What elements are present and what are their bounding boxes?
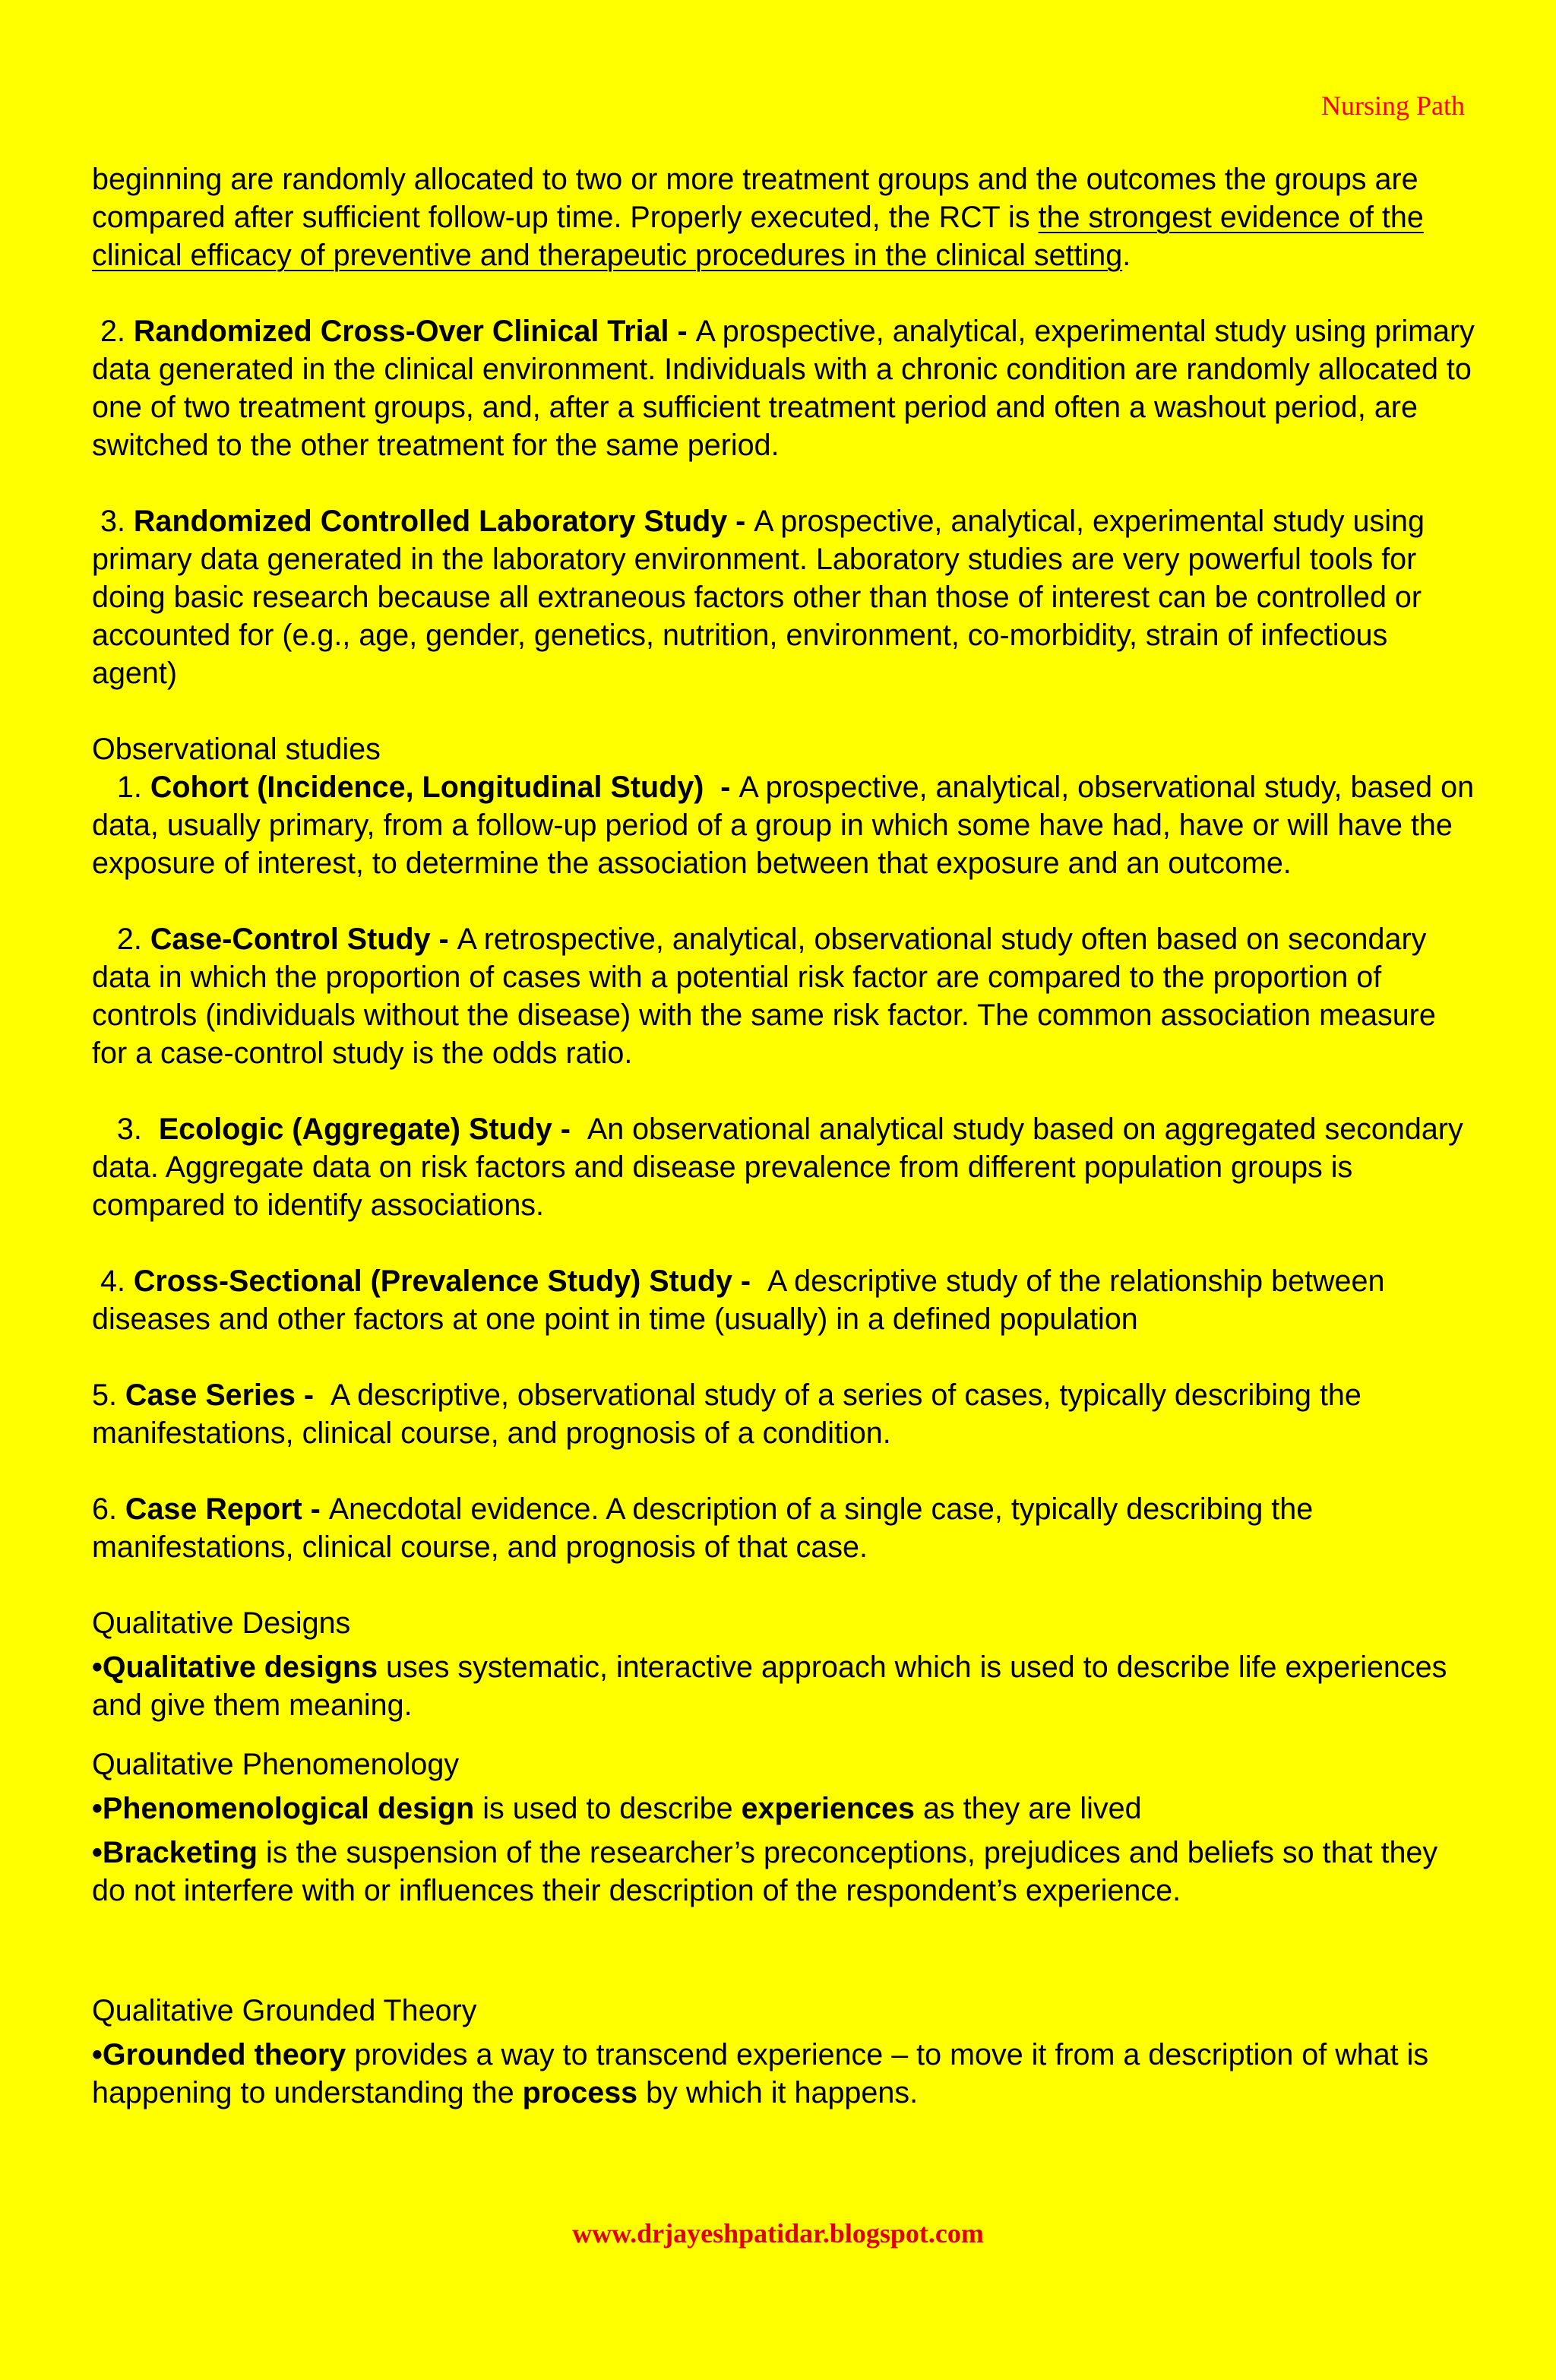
item-number: 3. — [92, 505, 134, 538]
observational-item — [92, 920, 1475, 1072]
bullet-text-end: by which it happens. — [637, 2076, 919, 2109]
item-description: A retrospective, analytical, observational study often based on secondary data in which the proportion of cases with a potential risk factor are compared to the proportion of controls (individuals without the disease) with the same risk factor. The common association measure for a case-control study is the odds ratio. — [92, 923, 1436, 1070]
item-number: 3. — [92, 1112, 159, 1146]
observational-item — [92, 1110, 1475, 1224]
bullet-item — [92, 1648, 1475, 1724]
item-term: Cohort (Incidence, Longitudinal Study) - — [150, 771, 739, 804]
bullet-item — [92, 2036, 1475, 2112]
bullet-text-end: as they are lived — [914, 1792, 1142, 1825]
bullet-text: is used to describe — [474, 1792, 742, 1825]
item-description: A descriptive study of the relationship between diseases and other factors at one point in time (usually) in a defined population — [92, 1264, 1385, 1336]
section-heading: Observational studies — [92, 733, 381, 766]
intro-text: beginning are randomly allocated to two or more treatment groups and the outcomes the groups are compared after sufficient follow-up time. Properly executed, the RCT is — [92, 163, 1418, 234]
item-number: 4. — [92, 1264, 134, 1298]
item-number: 2. — [92, 315, 134, 348]
item-description: Anecdotal evidence. A description of a single case, typically describing the manifestations, clinical course, and prognosis of that case. — [92, 1492, 1314, 1564]
observational-item — [92, 1376, 1475, 1452]
bullet-description: is the suspension of the researcher’s preconceptions, prejudices and beliefs so that they do not interfere with or influences their description of the respondent’s experience. — [92, 1836, 1438, 1907]
experimental-item — [92, 502, 1475, 692]
bullet-term: Bracketing — [102, 1836, 258, 1869]
bullet-term: Phenomenological design — [102, 1792, 475, 1825]
item-description: An observational analytical study based on aggregated secondary data. Aggregate data on risk factors and disease prevalence from different population groups is compared to identify associations. — [92, 1112, 1463, 1222]
bullet-term-emphasis: experiences — [741, 1792, 915, 1825]
bullet-text: provides a way to transcend experience – to move it from a description of what is happening to understanding the — [92, 2038, 1429, 2109]
item-number: 1. — [92, 771, 150, 804]
observational-item — [92, 768, 1475, 882]
section-heading: Qualitative Grounded Theory — [92, 1994, 477, 2027]
item-term: Randomized Cross-Over Clinical Trial - — [133, 315, 696, 348]
bullet-term: Qualitative designs — [102, 1650, 378, 1684]
bullet-icon: • — [92, 1650, 103, 1684]
section-heading: Qualitative Designs — [92, 1606, 351, 1640]
bullet-description: uses systematic, interactive approach which is used to describe life experiences and give them meaning. — [92, 1650, 1447, 1722]
item-term: Case Series - — [125, 1378, 330, 1412]
item-number: 6. — [92, 1492, 125, 1526]
item-number: 2. — [92, 923, 150, 956]
bullet-icon: • — [92, 2038, 103, 2071]
bullet-item — [92, 1834, 1475, 1910]
footer-url: www.drjayeshpatidar.blogspot.com — [572, 2218, 984, 2249]
bullet-item — [92, 1790, 1475, 1828]
intro-underlined-text: the strongest evidence of the clinical efficacy of preventive and therapeutic procedures in the clinical setting — [92, 201, 1424, 272]
item-term: Case Report - — [125, 1492, 329, 1526]
observational-item — [92, 1490, 1475, 1566]
intro-paragraph — [92, 160, 1475, 274]
document-body — [92, 160, 1475, 2112]
item-description: A prospective, analytical, experimental study using primary data generated in the clinical environment. Individuals with a chronic condition are randomly allocated to one of two treatment groups, and, after a sufficient treatment period and often a washout period, are switched to the other treatment for the same period. — [92, 315, 1475, 462]
item-description: A prospective, analytical, experimental study using primary data generated in the laboratory environment. Laboratory studies are very powerful tools for doing basic research because all extraneous factors other than those of interest can be controlled or accounted for (e.g., age, gender, genetics, nutrition, environment, co-morbidity, strain of infectious agent) — [92, 505, 1425, 690]
brand-header: Nursing Path — [1321, 90, 1465, 121]
item-term: Case-Control Study - — [150, 923, 457, 956]
item-description: A descriptive, observational study of a series of cases, typically describing the manifestations, clinical course, and prognosis of a condition. — [92, 1378, 1362, 1450]
section-heading: Qualitative Phenomenology — [92, 1748, 460, 1781]
bullet-icon: • — [92, 1836, 103, 1869]
intro-text-end: . — [1122, 239, 1131, 272]
bullet-term: Grounded theory — [102, 2038, 346, 2071]
experimental-item — [92, 312, 1475, 464]
bullet-term-emphasis: process — [522, 2076, 638, 2109]
item-term: Cross-Sectional (Prevalence Study) Study - — [133, 1264, 768, 1298]
bullet-icon: • — [92, 1792, 103, 1825]
item-term: Randomized Controlled Laboratory Study - — [133, 505, 754, 538]
item-number: 5. — [92, 1378, 125, 1412]
item-description: A prospective, analytical, observational study, based on data, usually primary, from a follow-up period of a group in which some have had, have or will have the exposure of interest, to determine the association between that exposure and an outcome. — [92, 771, 1475, 880]
observational-item — [92, 1262, 1475, 1338]
item-term: Ecologic (Aggregate) Study - — [158, 1112, 587, 1146]
